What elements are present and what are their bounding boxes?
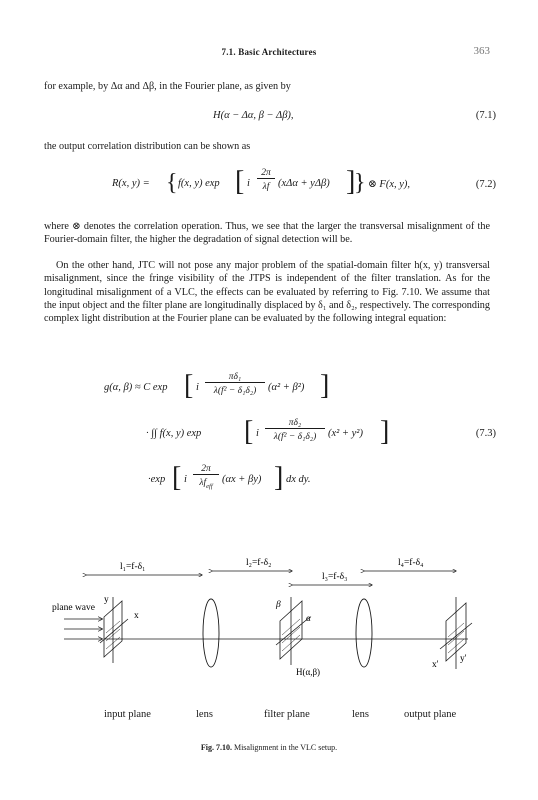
filter-plane-element	[276, 597, 310, 665]
eq73-line3-close-bracket: ]	[274, 462, 284, 493]
eq72-close-bracket: ]	[346, 166, 356, 197]
distance-label-3: l₃=f-δ₃	[322, 572, 348, 582]
eq73-line1-i: i	[196, 382, 199, 393]
eq73-line1-close-bracket: ]	[320, 370, 330, 401]
eq73-line1-frac-den: λ(f² − δ₁δ₂)	[213, 386, 257, 396]
equation-number-7-1: (7.1)	[475, 110, 496, 121]
eq73-line1-lhs: g(α, β) ≈ C exp	[104, 382, 168, 393]
eq72-frac-num: 2π	[257, 168, 275, 179]
eq73-line3-frac-num: 2π	[193, 464, 219, 475]
filter-function-label: H(α,β)	[296, 667, 321, 677]
plane-wave-label: plane wave	[52, 603, 95, 613]
equation-number-7-2: (7.2)	[475, 179, 496, 190]
input-plane-element	[100, 597, 128, 663]
filter-axis-alpha-label: α	[306, 614, 311, 624]
distance-label-1: l₁=f-δ₁	[120, 562, 146, 572]
eq72-i: i	[247, 178, 250, 189]
output-axis-xprime-label: x'	[432, 660, 439, 670]
eq72-close-brace: }	[354, 170, 366, 196]
figure-label-filter-plane: filter plane	[264, 709, 310, 720]
eq73-line1-open-bracket: [	[184, 370, 194, 401]
equation-7-3	[104, 370, 444, 520]
figure-caption-text: Misalignment in the VLC setup.	[233, 743, 338, 752]
eq72-tail: (xΔα + yΔβ)	[278, 178, 330, 189]
eq72-frac-den: λf	[262, 182, 270, 192]
figure-caption-number: Fig. 7.10.	[200, 743, 232, 752]
running-head: 7.1. Basic Architectures	[221, 47, 317, 57]
eq73-line3-lhs: ·exp	[148, 474, 166, 485]
output-axis-yprime-label: y'	[460, 654, 467, 664]
eq73-line2-open-bracket: [	[244, 416, 254, 447]
eq73-line2-close-bracket: ]	[380, 416, 390, 447]
eq73-line3-open-bracket: [	[172, 462, 182, 493]
equation-7-1: H(α − Δα, β − Δβ),	[213, 110, 294, 121]
figure-label-input-plane: input plane	[104, 709, 151, 720]
eq72-f: f(x, y) exp	[178, 178, 220, 189]
eq73-line2-i: i	[256, 428, 259, 439]
eq72-open-brace: {	[166, 170, 178, 196]
eq73-line3-end: dx dy.	[286, 474, 311, 485]
paragraph-text: the output correlation distribution can be shown as	[44, 141, 251, 152]
equation-7-2	[112, 168, 452, 204]
paragraph-intro	[44, 80, 490, 93]
eq73-line1-tail: (α² + β²)	[268, 382, 305, 393]
eq73-line1-frac-num: πδ₁	[205, 372, 265, 383]
page-number: 363	[473, 45, 490, 57]
distance-label-2: l₂=f-δ₂	[246, 558, 272, 568]
eq73-line3-tail: (αx + βy)	[222, 474, 262, 485]
eq72-lhs: R(x, y) =	[112, 178, 150, 189]
eq73-line2-tail: (x² + y²)	[328, 428, 363, 439]
paragraph-correlation-operation	[44, 220, 490, 247]
eq73-line3-den-sub: eff	[206, 482, 213, 490]
lens-1-shape	[203, 599, 219, 667]
figure-label-output-plane: output plane	[404, 709, 457, 720]
figure-label-lens-1: lens	[196, 709, 213, 720]
eq73-line2-frac-num: πδ₂	[265, 418, 325, 429]
paragraph-text: for example, by Δα and Δβ, in the Fourier plane, as given by	[44, 81, 291, 92]
eq72-otimes: ⊗ F(x, y),	[368, 179, 411, 190]
output-plane-element	[440, 597, 472, 669]
eq72-open-bracket: [	[235, 166, 245, 197]
eq73-line2-lhs: · ∫∫ f(x, y) exp	[146, 428, 202, 439]
input-axis-x-label: x	[134, 611, 139, 621]
eq73-line3-i: i	[184, 474, 187, 485]
paragraph-correlation	[44, 140, 490, 153]
input-axis-y-label: y	[104, 595, 109, 605]
figure-label-lens-2: lens	[352, 709, 369, 720]
paragraph-jtc	[44, 259, 490, 325]
eq73-line2-frac-den: λ(f² − δ₁δ₂)	[273, 432, 317, 442]
eq73-line3-frac-den	[193, 478, 219, 490]
distance-label-4: l₄=f-δ₄	[398, 558, 424, 568]
eq73-line3-den-main: λf	[199, 478, 207, 488]
figure-caption	[0, 743, 538, 752]
paragraph-text: On the other hand, JTC will not pose any major problem of the spatial-domain filter h(x, y) transversal misalignment, since the fringe visibility of the JTPS is independent of the filter translation. As for the longitudinal misalignment of a VLC, the effects can be evaluated by referring to Fig. 7.10. We assume that the input object and the filter plane are longitudinally displaced by δ₁ and δ₂, respectively. The corresponding complex light distribution at the Fourier plane can be evaluated by the following integral equation:	[44, 260, 490, 325]
lens-2-shape	[356, 599, 372, 667]
vlc-misalignment-figure	[0, 545, 538, 705]
filter-axis-beta-label: β	[276, 600, 281, 610]
paragraph-text: where ⊗ denotes the correlation operation. Thus, we see that the larger the transversal misalignment of the Fourier-domain filter, the higher the degradation of signal detection will be.	[44, 221, 490, 246]
equation-number-7-3: (7.3)	[475, 428, 496, 439]
